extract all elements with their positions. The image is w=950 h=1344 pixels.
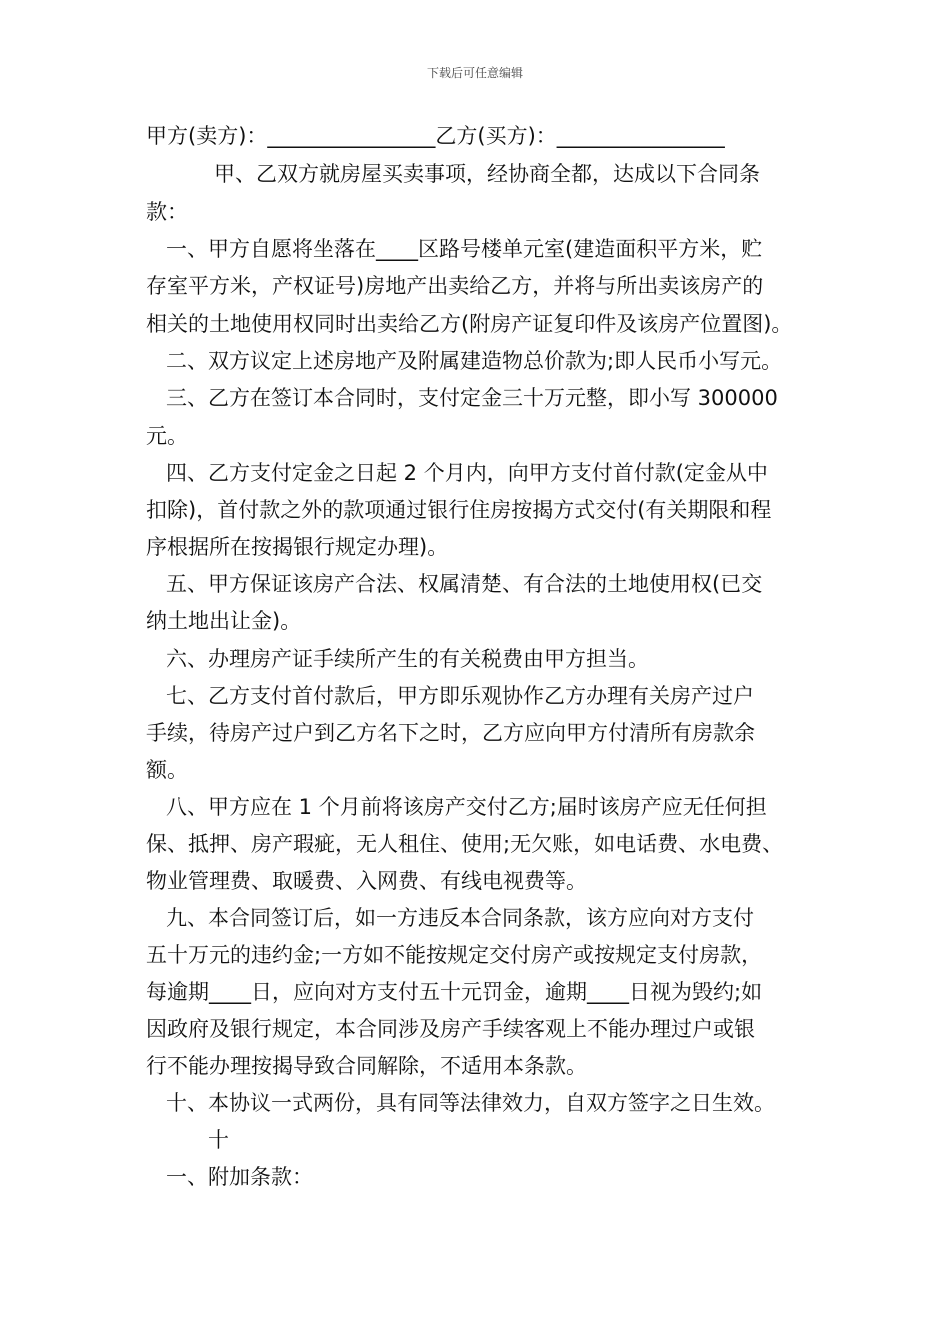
paragraph-line: 甲、乙双方就房屋买卖事项，经协商全都，达成以下合同条 — [214, 162, 760, 186]
clause-7-line: 手续，待房产过户到乙方名下之时，乙方应向甲方付清所有房款余 — [146, 721, 755, 745]
clause-6-line: 六、办理房产证手续所产生的有关税费由甲方担当。 — [166, 647, 649, 671]
clause-3-line: 元。 — [146, 424, 188, 448]
clause-4-line: 序根据所在按揭银行规定办理)。 — [146, 535, 449, 559]
page-header: 下载后可任意编辑 — [426, 66, 523, 80]
clause-7-line: 七、乙方支付首付款后，甲方即乐观协作乙方办理有关房产过户 — [166, 684, 754, 708]
clause-4-line: 扣除)，首付款之外的款项通过银行住房按揭方式交付(有关期限和程 — [146, 498, 772, 522]
clause-2-line: 二、双方议定上述房地产及附属建造物总价款为;即人民币小写元。 — [166, 349, 783, 373]
clause-3-line: 三、乙方在签订本合同时，支付定金三十万元整，即小写 300000 — [166, 386, 778, 410]
clause-7-line: 额。 — [146, 758, 188, 782]
paragraph-line: 款： — [146, 200, 188, 224]
clause-9-line: 因政府及银行规定，本合同涉及房产手续客观上不能办理过户或银 — [146, 1017, 755, 1041]
clause-9-line: 五十万元的违约金;一方如不能按规定交付房产或按规定支付房款， — [146, 943, 763, 967]
clause-9-line: 每逾期____日，应向对方支付五十元罚金，逾期____日视为毁约;如 — [146, 980, 763, 1004]
clause-1-line: 一、甲方自愿将坐落在____区路号楼单元室(建造面积平方米，贮 — [166, 237, 763, 261]
clause-11-line: 一、附加条款： — [166, 1165, 313, 1189]
clause-10-line: 十、本协议一式两份，具有同等法律效力，自双方签字之日生效。 — [166, 1091, 775, 1115]
clause-11-number: 十 — [208, 1128, 229, 1152]
clause-8-line: 保、抵押、房产瑕疵，无人租住、使用;无欠账，如电话费、水电费、 — [146, 832, 784, 856]
clause-4-line: 四、乙方支付定金之日起 2 个月内，向甲方支付首付款(定金从中 — [166, 461, 768, 485]
party-line: 甲方(卖方)：________________乙方(买方)：________________ — [146, 124, 725, 148]
clause-5-line: 纳土地出让金)。 — [146, 609, 302, 633]
clause-9-line: 九、本合同签订后，如一方违反本合同条款，该方应向对方支付 — [166, 906, 754, 930]
clause-8-line: 八、甲方应在 1 个月前将该房产交付乙方;届时该房产应无任何担 — [166, 795, 767, 819]
clause-1-line: 相关的土地使用权同时出卖给乙方(附房产证复印件及该房产位置图)。 — [146, 312, 793, 336]
clause-5-line: 五、甲方保证该房产合法、权属清楚、有合法的土地使用权(已交 — [166, 572, 763, 596]
clause-8-line: 物业管理费、取暖费、入网费、有线电视费等。 — [146, 869, 587, 893]
clause-1-line: 存室平方米，产权证号)房地产出卖给乙方，并将与所出卖该房产的 — [146, 274, 764, 298]
clause-9-line: 行不能办理按揭导致合同解除，不适用本条款。 — [146, 1054, 587, 1078]
